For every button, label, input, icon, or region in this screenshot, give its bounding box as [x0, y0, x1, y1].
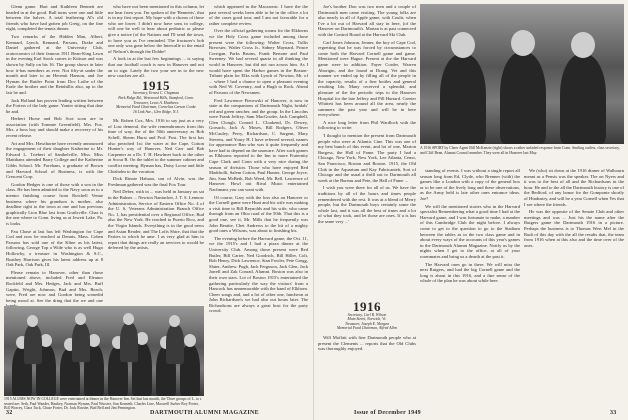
column-2	[108, 4, 204, 304]
paragraph: Carl Jones Johnson, Jenner, the boy of Cape Cod, regretting that he was forced by circumstances to come both the Harvard Cornell game and game. Mentioned were Hague. Present at the the Harvard game were in addition. Fayer Corder, Warren Aborigin, and the found at Drang. Vet and this manner we ended up by filling all of the people in the capacity, results of a fine bottles and general resulting Ida. Many received a splendid, and pleasure of the the periodic trips to the Hanover Hospital for the late Jeffery and Pill Hurtard. Creeter Whittett has been around all the area, nearly the summers the past year and will be in here everywhere.	[318, 39, 416, 118]
paragraph: who have not been mentioned in this column, let me hear from you. I'm spoken of the 'Bennetts', that is in my first report. My hope with a chorus of those who are lower. I didn't now have sons in college, will one be well to hear about pediatric or please give a notice (of the Nations and I'll send the town, to have you as I've reminded. The fracturer's bob one only was gone below the Intercalle to the entail of Nelson's through the Dobbe!	[108, 4, 204, 54]
column-5	[420, 168, 520, 400]
paragraph: The evening before the Harvard game, the Oct. 11, we the 1915's and I had a pizza dinner at the University Club. Among those present were Red Butler, Bill Carter, Ned Goodrich, Bill Hiller, Colt, Bob Henry, Dick Lawrence, Stan Fowler, Pete Gregg, Slater, Andrew. Pugh, Jack Ferguson, Jack Glen, Jack Jarrell and Zak Conrad, Alumni. Boston was also in their own stars. Lot of Boston 1915's entertained the gathering particularly the way the visitors' from a Hancock has unmemorable with the band of Elkhorn. Cheer songs and, and a lot of other one, luncheon at John Richardson's we had also out hours later. The Richardsons are always a great host for the party crowd.	[209, 235, 308, 314]
paragraph: Please remain to Hanover, other than those mentioned above, included Fred and Eleanor Rockfeld and Mrs. Hedges, Jack and Mrs. Buff Gaptin, Wright, Johnson, Bud and Mrs. Beach, were, Fred are now and Gordon being somedid being mood at. See the dring that the we and one	[6, 269, 103, 303]
column-3	[209, 4, 308, 384]
class-year-heading: 1916	[353, 299, 381, 314]
column-6	[524, 168, 624, 400]
column-4	[318, 4, 416, 224]
paragraph: Gordon Hedges is one of those with a son in the class. He has been admitted to the Navy soon as to a mentor finishing course from Rotchell Venue business where his grandson is mother, also deadline right to the town at one and has previous graphically Lion Blue last from Grailsville. Chas is the one where to Conn. living as at Jewett Lake, Pa. is looks.	[6, 181, 103, 226]
class-officers	[318, 313, 416, 331]
photo-caption: 1915 ALUMS NOW IN COLLEGE were entertained at dinner in the Hanover Inn. Set that last month, the 'Dave groups of L. to r. seated are: Seth, Paul Wander, Hankey, Norman Wyman, Paul Wurster, Sun Kenneth. Charles Line, Maxwell Surber Roy Porter, Bill Worcey, Clara Tuck, Chase Porter, Dr. Jack Rossbe, Bud Bell and Jim Pennington.	[4, 397, 202, 411]
page-number-left: 32	[6, 410, 13, 416]
paragraph: Will Moffatt with fine Dartmouth people who at present the Clements ... reports that the Old Clubs was thoroughly enjoyed.	[318, 334, 416, 352]
paragraph: Mr. Robert Cox, Mrs. 1916 to say just as a very of Lost demeral, the wife remembrances from this time of way, the of the 50th anniversary as Bob Schell, Sherm Hurst and Prof. Post. The first has also preached 1st: the water at the Cape, Cotton Hunter's way of Hanover, Ned Carr and Bab Carpenter as a Dr. T. H. Hawlmer back to the other at Scout B. On the tablet to the summer cabinet and conflict meeting. Hyman has, Daisy Loose and little Chisholm to the vacation.	[108, 118, 204, 174]
fund-chairman-line: Memorial Fund Chairman, Cornelius Carson Cooke	[116, 105, 196, 110]
fund-address-line: 16 Link Ave., Glen Ridge, N.J.	[133, 109, 179, 114]
paragraph: standing of events. I was without a single report all season long from Ed, Clyde, who Brenner (with) the games like a London with a copy of the general box or to be one of the lively long and these observations, as the Army held is late other ones entrance ideas. Joe?	[420, 168, 520, 201]
class-officers	[108, 91, 204, 114]
paragraph: Herbert Horse and Bob Scot soon are in association (with Tommie Greenfield). Mrs. Fox. Mrs. a boss boy and should make a recovery of his recent release.	[6, 116, 103, 139]
secretary-line: Secretary, Ernest C. Chapman	[132, 91, 180, 96]
paragraph: Over the official gathering rooms for the Elkhorns we the Holy Cross game included among those present were the following: Walter Cross, Tullis Brewster, Walter Cross Jr., Sidney Maynard, Prince Corrigan, Parks Bruins, Frank Bertone and Paul Sweeney. We had several quartz in all thinking the world in Hanover, but did not run across him. As I would have spent the Harbor games in the Boston-Tribute plain for Elks with Lynch of Newton, Mr. of ... where I had a chance to open a pleasant evening with Ned W. Coventry, and a Hugh to Rock. Ahead of Parsons of the Newsmen.	[209, 28, 308, 95]
paragraph: Joe's brother Don was two men and a couple of Dartmouth men came visiting. The young folks are also nearly in all of Apple game, with Coulir, when I've a lot out of Harvard all stay in here, (of the Hanover on Dartmouth's. Marian is at past connected with the Control Board at the Harvard Ski Club.	[318, 4, 416, 37]
class-dinner-photo	[4, 306, 204, 396]
paragraph: Art and Mrs. Hawthorne have recently announced the engagement of their daughter Katherine to Mr. Edward L. Triebert of Sanibelville, Miss. Miss Mattthans attended Barry College and the Katherine Gibbs School. Mr. Foreham, a graduate of Brown and Harvard School of Business, is with the Crescent Corp.	[6, 140, 103, 180]
paragraph: Of course, Gary with the loss also on Hanover or the Cornell game were Hunt and his wife was making a visit time to Bill Reynolds and his wife, who came through from an Ohio road of the 50th. That this is a good one, see it, Mr. Mills that he frequently was John Beattie, Chet Andrews to the bit of a mighty good ones a Wilsons, was about to finishing his.	[209, 194, 308, 234]
treasurer-line: Treasurer, Lewis A. Matthews	[133, 100, 179, 105]
right-page	[314, 0, 628, 420]
paragraph: 'I thought to mention the present from Dartmouth people who were at Atlantic Cine. This was one of my best bunch of this event, and lot of one, Marion Burgess, the Hall of Fame. The party I had a Chicago, New York, New York, Lee Atlanta, Cemo, San Francisco, Boston and Boston. 1915, the Old Club in the Aquarium and Kay Fabricanteh, Sort of Chicago and the usual a thrill out to Dartmouth all week at the Bureau and Pete, the Hall of Fame ...	[318, 133, 416, 183]
paragraph: Dick Rinnie Hahaaa, son of Alvin, was the Freshman gathered was the final Fox Tour.	[108, 176, 204, 187]
paragraph: The Harvard ones go in there. We will miss the next Rutgers, and had the big Cornell game and the long is about in this 1916, and a fine sense of the whole of the plan he was about while here.	[420, 261, 520, 284]
class-1916-photo	[420, 4, 624, 144]
page-number-right: 33	[610, 410, 617, 416]
treasurer-line: Treasurer, Joseph E. Morgan	[345, 321, 389, 326]
address-line: Park Ridge Rd., Westwood Hills, Stamford, Conn.	[118, 95, 194, 100]
paragraph: I wish you were there for all of us. We have the traditions by all of the hours and times people remembered with the rest. It was at a blend of Merry people, but the Dartmouth boys certainly some the whole last, and it was all the best of times and a lot of what they took, and let those are ones. If a is has the same very ...'	[318, 185, 416, 224]
paragraph: which appeared in the Macaronic. I have the the past several weeks been able to be in the office a lot of the cases good tour, and I am not favorable for a rather complete review.	[209, 4, 308, 26]
paragraph: Two remarks of the Hidden Man, Albert, Kennard, Lynch, Kennard, Parsons, Drake and Daniel gathered at the University Club, oratorcomics of their famous 1911 Bean-King Lawn in the evening Earl Stock comes to Kittson and was shown by Sally on his 16. The group shows in later how it-has members as ever. Not fifty-at under the month and later to an Herrmit Hanson, and Joe Hyman the Raider Point from Doc Lothe of the Earle the brother and the Reinhillis also, up to the fair he and.	[6, 33, 103, 95]
paragraph: He was the opposite of the Senate Club and other meetings and was ... Just his the name after the Rutgers game the Dartmouth 1916 in a picture. Perhaps the business is to Thomas West Mel in the Rudi of this day with the all the results that, the team from 1916 when at this also and the time over of the ones.	[524, 209, 624, 248]
class-year-heading: 1915	[142, 77, 170, 93]
magazine-title: DARTMOUTH ALUMNI MAGAZINE	[150, 410, 259, 416]
paragraph: Glenn game. Hart and Kathleen Bennett are headed in at the good. Bull turns were one and little between the halves. A total feathering Al's old friends who have had gotten job Greig, on the fine eight, completed the tennis dinner.	[6, 4, 103, 32]
class-1916-section	[318, 300, 416, 400]
secretary-line: Secretary, Carl R. Wilson	[347, 312, 387, 317]
paragraph: We (who) sit down at the 1916 dinner of Walbourn meant as a Pensis was the speaker. The on Nyers and it was to the best of all and the Richardsons in the hour. He and to the all the Dartmouth history is one of the Bedford, of any honor for the Gomponte shortly of Hindustry, and will be a year Cornell when Yes that I see where the friends.	[524, 168, 624, 207]
paragraph: Fred Lawrence Pierowski of Hanover, is now in state at the companions of Dartmouth Night, bridals' red and green rancher, and the group. In the Lincolns were Frank Jeffrey, Sam MacGroder, Jack Campbell, Glen Clough, Conrad L. Cloakend, Dr. Dewey, Gorsuch, Jack A. Moses, Bill Rodgers, Oliver McCauley, Perry, Richardson, C. Sargent, Mary Stevens, and Youry H. I have referred several, names for appearance Ban who was it quite frequently and have had to depend on the unaware. After such games as Elkhorns reported to the Inn to more Fraternity Cape Clark and Conn with a very nice during the season of division. Those who have enjoyed Red Maddrolli, Salem Cotton, Paul Hunter, George Joyce, Jim, Sam McBeth, Bob Weed, Mr. Bell. Lawrence of Hanover. Howl out Rival Music entertained Nachmans you can want with.	[209, 97, 308, 192]
address-line: Main Street, Norwich, Vt.	[347, 317, 387, 322]
fund-chairman-line: Memorial Fund Chairman, Alfred Allen	[336, 326, 398, 331]
paragraph: Jack Holland has proven leading written between the Forters of the lady game. Yonter sitting that date he and.	[6, 97, 103, 114]
paragraph: Fau Chase at last has left Washington for Cape Cod and now be reached at Dennis, Mass. Cohen Parsons has sold one of the Kline as his latest, following, George Top a Wide who is as well Hugo Hollowby, a treasure in Washington & S.C., Boathey Harrison gives his latest address up at 8 Oak Park, Oak Park, Ill.	[6, 228, 103, 268]
photo-caption: A 1916 SPORT by Cheer Agent Bill McKenzie (right) shows a rather unfaded response from Conn. Smiling outlets, class secretary, and Cliff Bean, Alumni Council member. They were all in Hanover last May.	[420, 146, 620, 155]
column-1	[6, 4, 103, 304]
paragraph: We will the mentioned stories who in the Harvard specialist Remembering what a good time I had at the Harvard game, and I was fortunate to make, a number of this Cambridge Club the night before. I always come to get to the question to go to the Stadium between the tables as in the two class game and in about every ways of the accounts of this year's games in the Dartmouth Alumni Magazine. Notify us by the nights when I get to the office, at all of your roommates and bring us a dearth at the past it.	[420, 203, 520, 259]
paragraph: A nice long letter from Phil Wardlock with the following to write:	[318, 119, 416, 131]
paragraph: A look in at the last few beginnings ... is saying that our football coach is now in Hanover and not an to sign. Lately the two your see in to the new new coaches are all.	[108, 56, 204, 79]
issue-date: Issue of December 1949	[354, 410, 421, 416]
paragraph: Neil Deber, with in ... was held in January on sat in the Bulnes ... Newton Nantucket, J. T. S. Lennow Administration, Service of Eastern Office No. 4 of the U. S. Veterans Administration Branch Office No. 1, has presidential over a Regional Office, Bud also the New York. He reached to Puerto Rico, and the Virgin Islands. Everything is in the good news and Asian Reader, and The Lofts Shire, that that the Parties to which he ame. I as very glad at him to report that things are really an services to would be deferred by the artists.	[108, 189, 204, 251]
